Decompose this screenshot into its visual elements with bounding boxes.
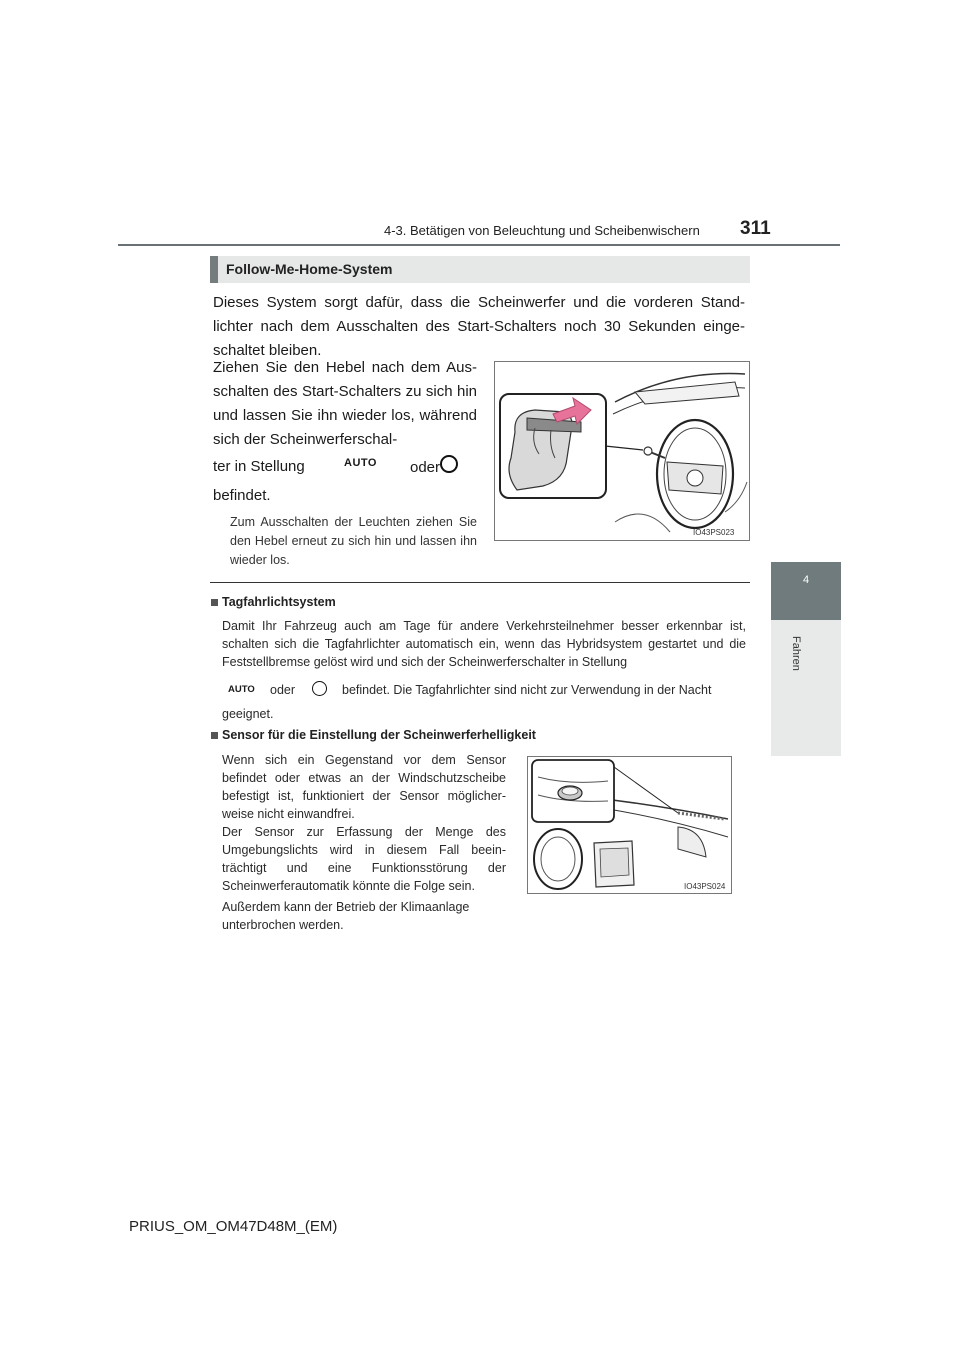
chapter-number: 4 [802, 574, 810, 586]
chapter-tab [771, 562, 841, 620]
footer-document-code: PRIUS_OM_OM47D48M_(EM) [129, 1218, 338, 1235]
chapter-label: Fahren [790, 636, 802, 671]
daytime-lights-paragraph: Damit Ihr Fahrzeug auch am Tage für andere Verkehrsteilnehmer besser erkennbar ist, schalten sich die Tagfahrlichter automatisch ein, wenn das Hybridsystem gestartet und die Feststellbremse gelöst wird und sich der Scheinwerferschalter in Stellung [222, 619, 746, 669]
section-heading-marker [210, 256, 218, 283]
daytime-lights-continued: befindet. Die Tagfahrlichter sind nicht zur Verwendung in der Nacht [342, 683, 712, 697]
oder-text: oder [410, 459, 441, 476]
sensor-drawing [528, 757, 731, 893]
headlight-on-icon-small [312, 681, 327, 696]
daytime-lights-end: geeignet. [222, 707, 274, 721]
section-divider [210, 582, 750, 583]
sensor-text-2: Der Sensor zur Erfassung der Menge des Umgebungslichts wird in diesem Fall beein-trächtigt und eine Funktionsstörung der Scheinwerferautomatik könnte die Folge sein. [222, 825, 506, 893]
climate-paragraph: Außerdem kann der Betrieb der Klimaanlage unterbrochen werden. [222, 900, 470, 932]
section-title: Follow-Me-Home-System [226, 261, 393, 277]
auto-symbol-small: AUTO [228, 684, 255, 695]
figure2-code: IO43PS024 [684, 882, 726, 891]
instruction-paragraph: Ziehen Sie den Hebel nach dem Aus-schalten des Start-Schalters zu sich hin und lassen Sie ihn wieder los, während sich der Scheinwerferschal- [213, 359, 477, 448]
oder-text-small: oder [270, 683, 296, 697]
hint-paragraph: Zum Ausschalten der Leuchten ziehen Sie den Hebel erneut zu sich hin und lassen ihn wieder los. [230, 515, 477, 567]
chapter-tab-strip [771, 620, 841, 756]
header-section-title: 4-3. Betätigen von Beleuchtung und Scheibenwischern [384, 223, 700, 238]
befindet-text: befindet. [213, 487, 271, 504]
lever-drawing [495, 362, 749, 540]
sensor-paragraph [222, 751, 506, 895]
header-divider [118, 244, 840, 246]
subheading-daytime-lights: Tagfahrlichtsystem [222, 595, 336, 609]
instruction-continued: ter in Stellung [213, 458, 305, 475]
intro-paragraph: Dieses System sorgt dafür, dass die Scheinwerfer und die vorderen Stand-lichter nach dem Ausschalten des Start-Schalters noch 30 Sekunden einge-schaltet bleiben. [213, 294, 745, 359]
page-number: 311 [740, 218, 771, 239]
lever-illustration [494, 361, 750, 541]
sensor-illustration [527, 756, 732, 894]
bullet-square-icon [211, 599, 218, 606]
auto-symbol: AUTO [344, 457, 377, 469]
bullet-square-icon [211, 732, 218, 739]
sensor-text-1: Wenn sich ein Gegenstand vor dem Sensor befindet oder etwas an der Windschutzscheibe befestigt ist, funktioniert der Sensor möglicher-weise nicht einwandfrei. [222, 753, 506, 821]
subheading-sensor: Sensor für die Einstellung der Scheinwerferhelligkeit [222, 728, 536, 742]
figure1-code: IO43PS023 [693, 528, 735, 537]
headlight-on-icon [440, 455, 458, 473]
